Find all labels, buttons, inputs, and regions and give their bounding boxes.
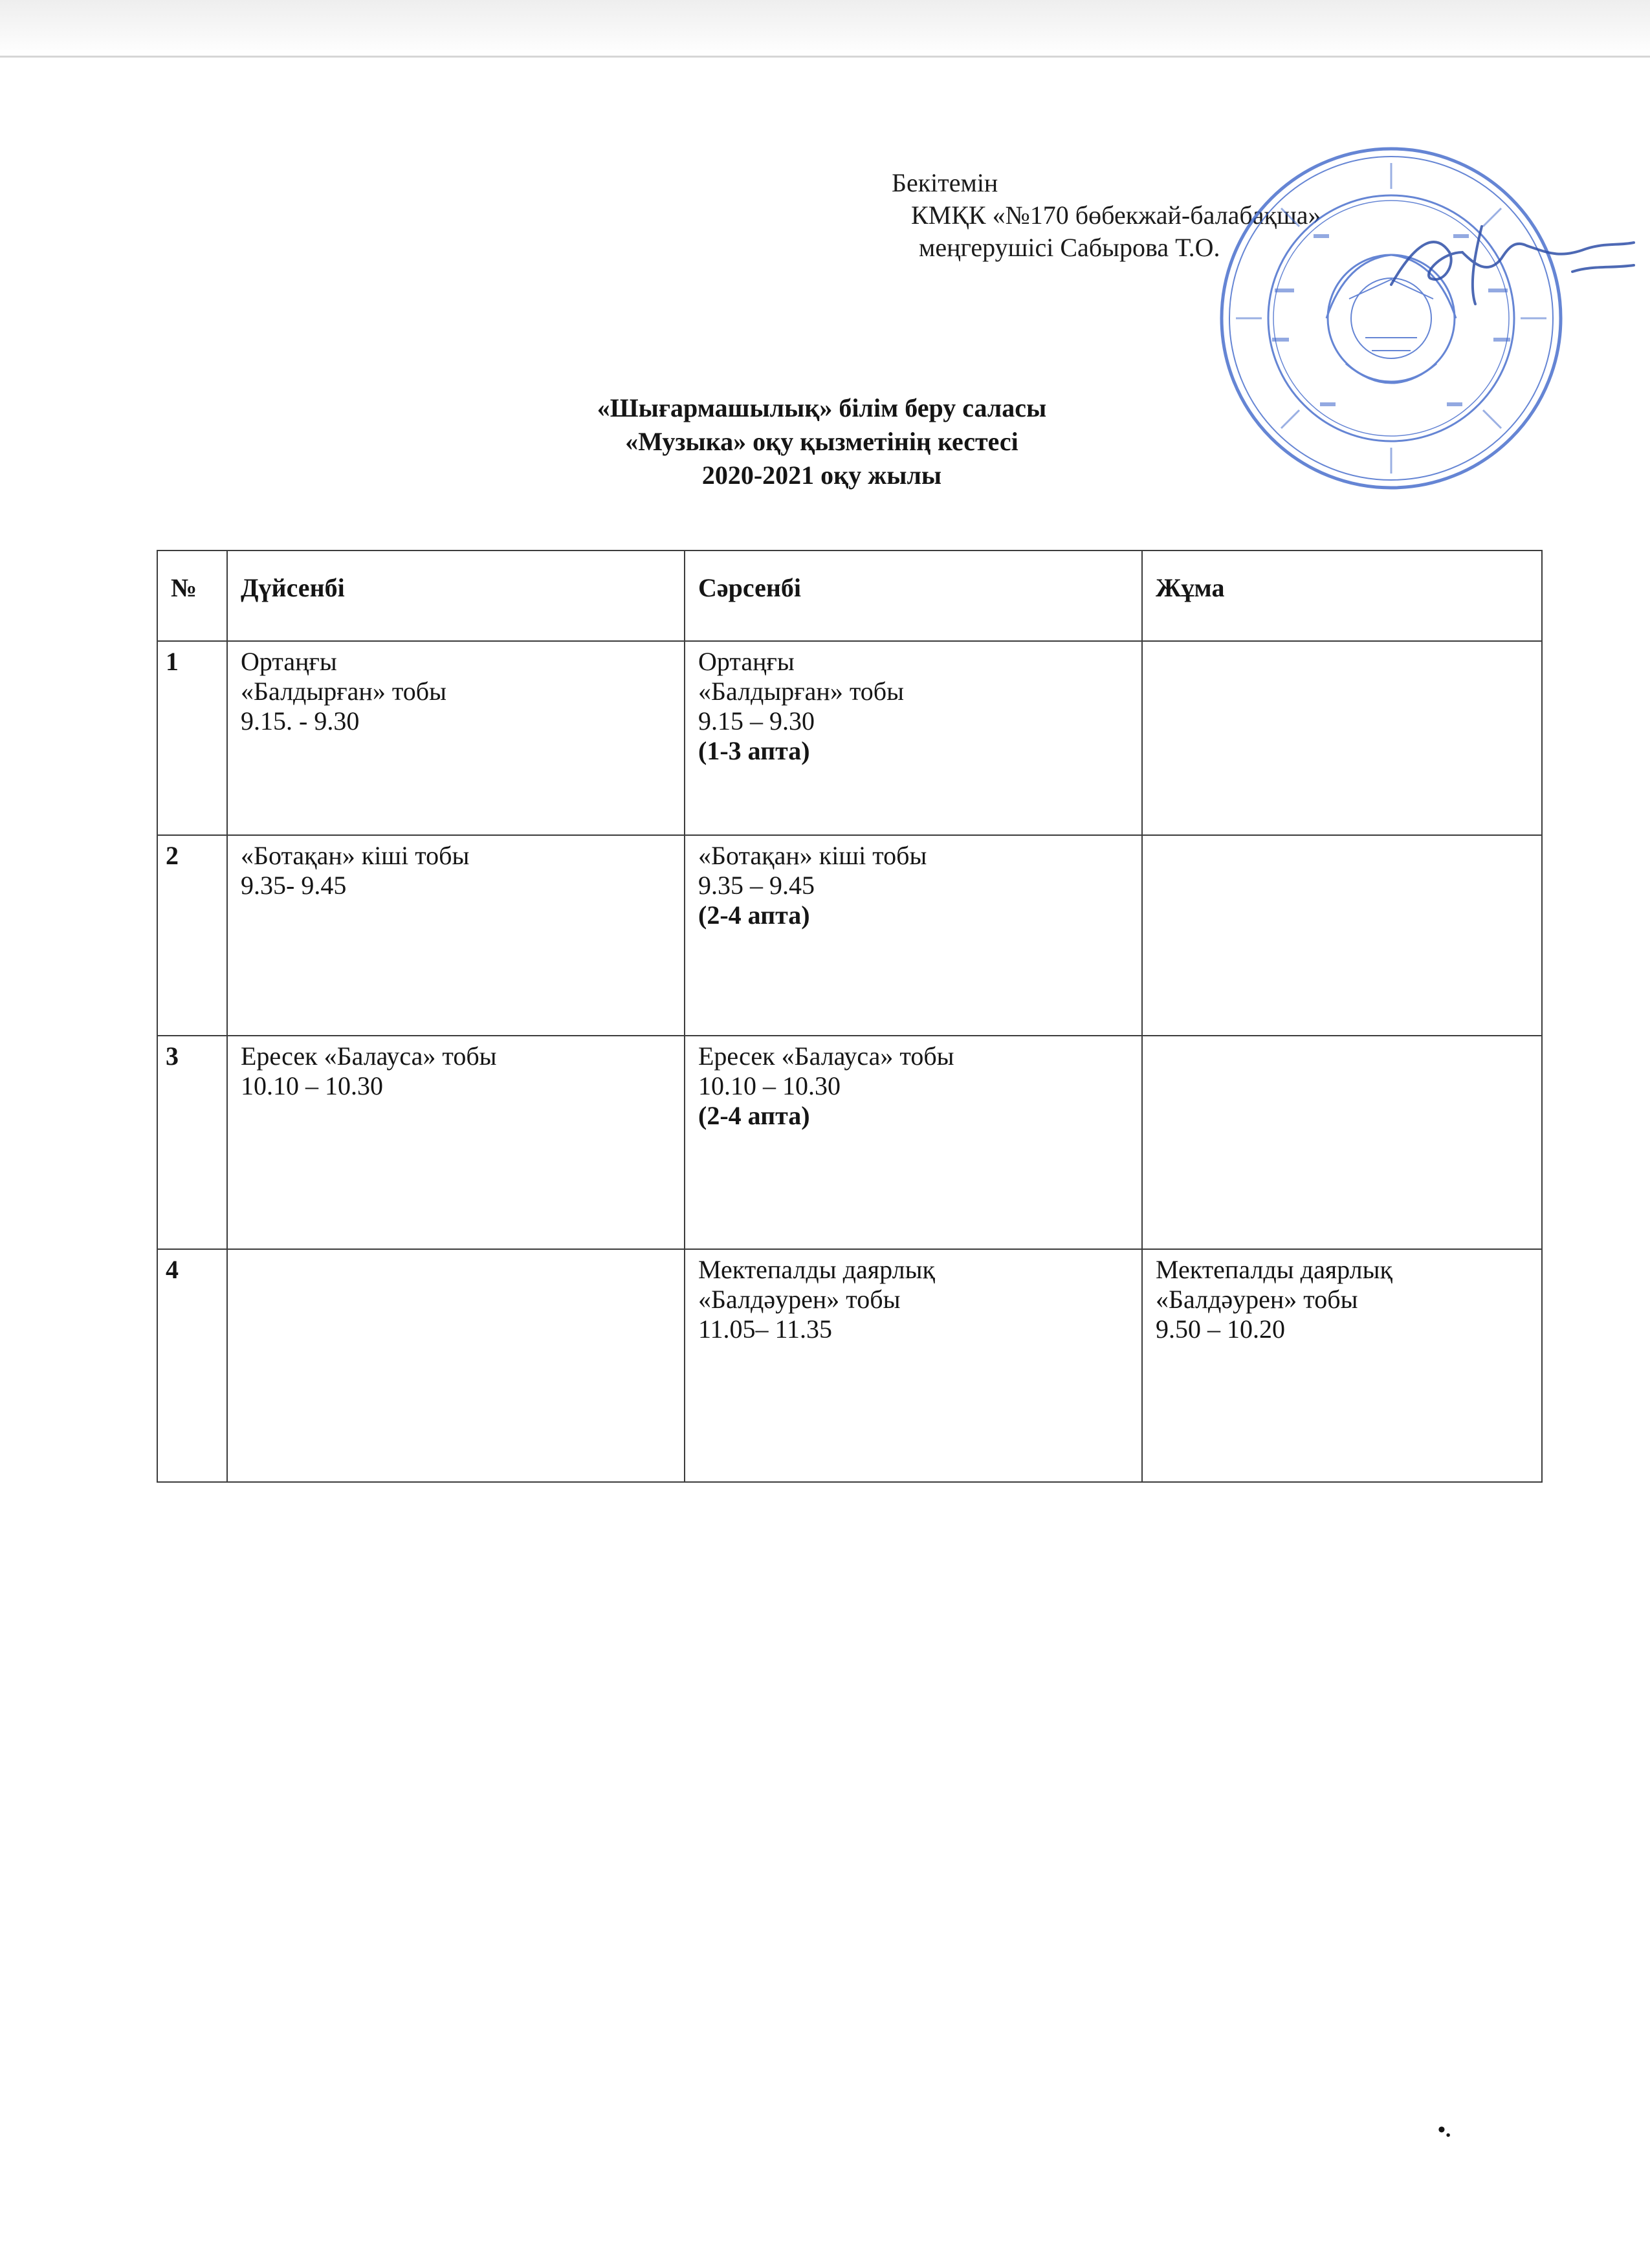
cell-line: 10.10 – 10.30 (241, 1071, 383, 1100)
title-area: «Шығармашылық» білім беру саласы (597, 393, 1047, 422)
wednesday-cell (685, 1249, 1142, 1482)
approval-line-3: меңгерушісі Сабырова Т.О. (919, 233, 1220, 262)
friday-cell (1142, 835, 1542, 1036)
wednesday-cell (685, 1036, 1142, 1249)
cell-line: 11.05– 11.35 (698, 1314, 833, 1344)
cell-line: «Балдырған» тобы (241, 677, 447, 706)
cell-line: Ересек «Балауса» тобы (241, 1041, 497, 1071)
document-titles (401, 391, 1242, 492)
cell-line: 9.50 – 10.20 (1156, 1314, 1285, 1344)
column-header-number: № (157, 551, 227, 641)
wednesday-cell (685, 835, 1142, 1036)
row-number: 3 (157, 1036, 227, 1249)
scan-speck: •. (1438, 2118, 1451, 2142)
row-number: 4 (157, 1249, 227, 1482)
friday-cell (1142, 1036, 1542, 1249)
cell-line: 9.15. - 9.30 (241, 706, 360, 736)
row-number: 1 (157, 641, 227, 835)
cell-line: 10.10 – 10.30 (698, 1071, 841, 1100)
week-note: (2-4 апта) (698, 900, 810, 930)
signature-icon (1378, 213, 1637, 311)
cell-line: «Балдырған» тобы (698, 677, 905, 706)
title-schedule: «Музыка» оқу қызметінің кестесі (625, 427, 1018, 456)
friday-cell (1142, 1249, 1542, 1482)
column-header-wednesday: Сәрсенбі (685, 551, 1142, 641)
cell-line: Ортаңғы (698, 647, 795, 676)
monday-cell (227, 835, 685, 1036)
table-row (157, 1249, 1542, 1482)
wednesday-cell (685, 641, 1142, 835)
cell-line: «Ботақан» кіші тобы (698, 841, 927, 870)
cell-line: Мектепалды даярлық (1156, 1255, 1392, 1284)
monday-cell (227, 1249, 685, 1482)
cell-line: 9.35- 9.45 (241, 871, 347, 900)
cell-line: 9.35 – 9.45 (698, 871, 815, 900)
week-note: (2-4 апта) (698, 1101, 810, 1130)
approval-line-2: КМҚК «№170 бөбекжай-балабақша» (911, 201, 1321, 230)
cell-line: 9.15 – 9.30 (698, 706, 815, 736)
approval-line-1: Бекітемін (892, 168, 998, 197)
scan-edge-line (0, 56, 1650, 58)
schedule-table (157, 550, 1543, 1483)
table-row (157, 641, 1542, 835)
cell-line: Ересек «Балауса» тобы (698, 1041, 954, 1071)
table-row (157, 835, 1542, 1036)
cell-line: «Балдәурен» тобы (698, 1285, 901, 1314)
title-year: 2020-2021 оқу жылы (701, 461, 942, 490)
cell-line: Ортаңғы (241, 647, 337, 676)
monday-cell (227, 641, 685, 835)
friday-cell (1142, 641, 1542, 835)
official-stamp-icon (1216, 144, 1566, 493)
cell-line: Мектепалды даярлық (698, 1255, 935, 1284)
row-number: 2 (157, 835, 227, 1036)
cell-line: «Балдәурен» тобы (1156, 1285, 1358, 1314)
column-header-friday: Жұма (1142, 551, 1542, 641)
cell-line: «Ботақан» кіші тобы (241, 841, 470, 870)
column-header-monday: Дүйсенбі (227, 551, 685, 641)
scan-top-edge (0, 0, 1650, 56)
table-row (157, 1036, 1542, 1249)
monday-cell (227, 1036, 685, 1249)
table-header-row (157, 551, 1542, 641)
week-note: (1-3 апта) (698, 736, 810, 765)
